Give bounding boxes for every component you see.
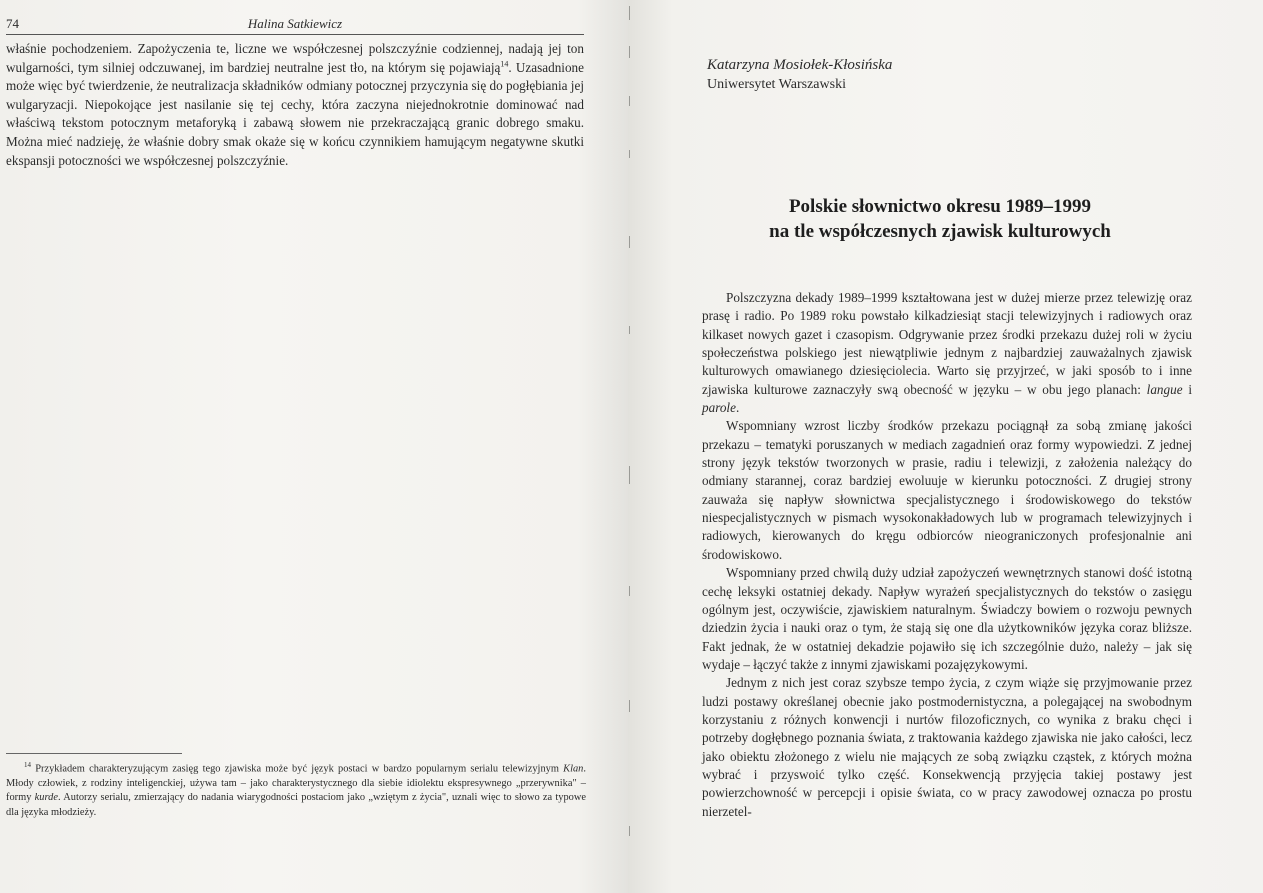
running-head bbox=[6, 14, 584, 35]
footnote-reference[interactable]: 14 bbox=[500, 59, 509, 69]
footnote-text-2: . Młody człowiek, z rodziny inteligenckiej, używa tam – jako charakterystycznego dla siebie idiolektu ekspresywnego „przerywnika" – formy bbox=[6, 763, 586, 804]
footnote-text-1: Przykładem charakteryzującym zasięg tego zjawiska może być język postaci w bardzo popularnym serialu telewizyjnym bbox=[35, 763, 564, 775]
footnote-number: 14 bbox=[24, 761, 31, 769]
footnote bbox=[6, 758, 586, 820]
footnote-form-word: kurde bbox=[34, 792, 58, 804]
page-number: 74 bbox=[6, 16, 19, 31]
left-body-text bbox=[6, 40, 584, 170]
left-body-part1: właśnie pochodzeniem. Zapożyczenia te, liczne we współczesnej polszczyźnie codziennej, nadają jej ton wulgarności, tym silniej odczuwanej, im bardziej neutralne jest tło, na którym się pojawiają bbox=[6, 41, 584, 75]
footnote-series-title: Klan bbox=[563, 763, 584, 775]
term-langue: langue bbox=[1146, 381, 1183, 397]
conjunction: i bbox=[1182, 381, 1192, 397]
author-name: Katarzyna Mosiołek-Kłosińska bbox=[707, 57, 893, 73]
left-body-part2: . Uzasadnione może więc być twierdzenie, że neutralizacja składników odmiany potocznej przyczynia się do pogłębiania jej wulgaryzacji. Niepokojące jest nasilanie się tej cechy, która zaczyna niejednokrotnie dominować nad właściwą tekstom potocznym metaforyką i zabawą słowem nie przekraczającą granic dobrego smaku. Można mieć nadzieję, że właśnie dobry smak okaże się w końcu czynnikiem hamującym negatywne skutki ekspansji potoczności we współczesnej polszczyźnie. bbox=[6, 59, 584, 168]
term-parole: parole bbox=[702, 400, 736, 416]
right-body-text bbox=[702, 289, 1192, 821]
author-affiliation: Uniwersytet Warszawski bbox=[707, 77, 846, 92]
gutter-shadow bbox=[628, 0, 632, 893]
footnote-text-3: . Autorzy serialu, zmierzający do nadania wiarygodności postaciom jako „wziętym z życia", uznali więc to słowo za typowe dla języka młodzieży. bbox=[6, 792, 586, 818]
paragraph-3: Wspomniany przed chwilą duży udział zapożyczeń wewnętrznych stanowi dość istotną cechę leksyki ostatniej dekady. Napływ wyrażeń specjalistycznych do tekstów o zasięgu ogólnym jest, oczywiście, zjawiskiem naturalnym. Świadczy bowiem o rozwoju pewnych dziedzin życia i nauki oraz o tym, że stają się one dla użytkowników języka coraz bliższe. Fakt jednak, że w ostatniej dekadzie pojawiło się ich szczególnie dużo, należy – jak się wydaje – łączyć także z innymi zjawiskami pozajęzykowymi. bbox=[702, 565, 1192, 672]
paragraph-1-end: . bbox=[735, 400, 740, 416]
paragraph-1-text: Polszczyzna dekady 1989–1999 kształtowana jest w dużej mierze przez telewizję oraz prasę i radio. Po 1989 roku powstało kilkadziesiąt stacji telewizyjnych i radiowych oraz kilkaset nowych gazet i czasopism. Odgrywanie przez środki przekazu dużej roli w życiu społeczeństwa polskiego jest niewątpliwie jednym z najbardziej zauważalnych zjawisk kulturowych omawianego dziesięciolecia. Warto się przyjrzeć, w jaki sposób to i inne zjawiska kulturowe zaznaczyły swą obecność w języku – w obu jego planach: bbox=[702, 290, 1192, 397]
article-title bbox=[700, 194, 1180, 244]
paragraph-1 bbox=[702, 289, 1192, 417]
title-line-2: na tle współczesnych zjawisk kulturowych bbox=[769, 221, 1111, 242]
title-line-1: Polskie słownictwo okresu 1989–1999 bbox=[788, 196, 1092, 217]
left-page bbox=[0, 0, 628, 893]
paragraph-4: Jednym z nich jest coraz szybsze tempo życia, z czym wiąże się przyjmowanie przez ludzi postawy określanej obecnie jako postmodernistyczna, a polegającej na swobodnym korzystaniu z różnych konwencji i nurtów filozoficznych, co wynika z braku chęci i potrzeby dogłębnego poznania świata, z traktowania każdego zjawiska nie jako całości, lecz jako obiektu złożonego z wielu nie mających ze sobą związku cząstek, z których można wybrać i przyswoić tylko część. Konsekwencją przyjęcia takiej postawy jest powierzchowność w percepcji i opisie świata, co w pracy zawodowej oznacza po prostu nierzetel- bbox=[702, 675, 1192, 819]
running-title: Halina Satkiewicz bbox=[247, 16, 343, 31]
paragraph-2: Wspomniany wzrost liczby środków przekazu pociągnął za sobą zmianę jakości przekazu – tematyki poruszanych w mediach zagadnień oraz formy wypowiedzi. Z jednej strony język tekstów tworzonych w prasie, radiu i telewizji, z założenia należący do odmiany starannej, coraz bardziej ewoluuje w kierunku potoczności. Z drugiej strony zauważa się napływ słownictwa specjalistycznego i środowiskowego do tekstów niespecjalistycznych w pismach wysokonakładowych lub w programach telewizyjnych i radiowych, kierowanych do kręgu odbiorców nieograniczonych profesjonalnie ani środowiskowo. bbox=[702, 418, 1192, 562]
footnote-divider bbox=[6, 753, 182, 754]
